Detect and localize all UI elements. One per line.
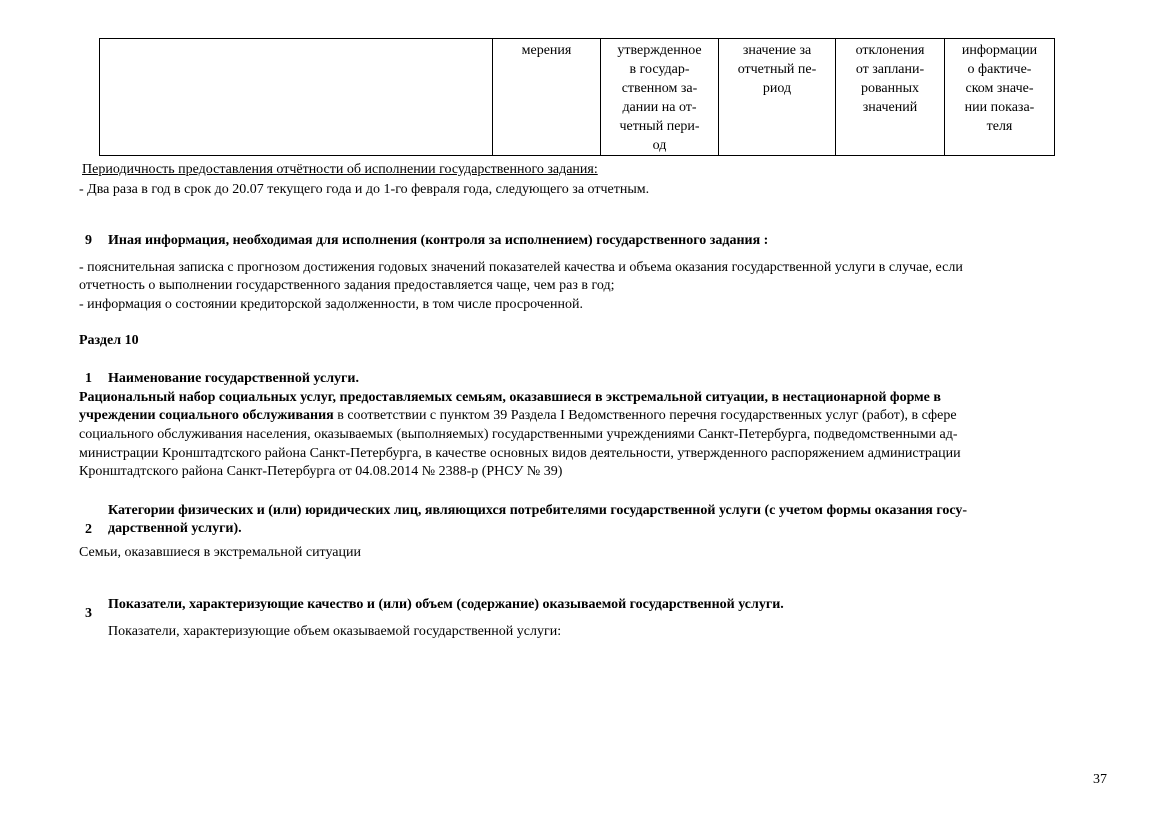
item1-line3: социального обслуживания населения, оказываемых (выполняемых) государственными учреждениями Санкт-Петербурга, подведомственными ад- xyxy=(79,427,958,442)
table-header-cell-deviation xyxy=(836,39,945,156)
table-header xyxy=(99,38,1055,156)
item1-title: Наименование государственной услуги. xyxy=(108,371,359,386)
item3-text: Показатели, характеризующие объем оказываемой государственной услуги: xyxy=(108,624,562,639)
item1-line2 xyxy=(79,407,957,425)
item1-line2-rest: в соответствии с пунктом 39 Раздела I Ведомственного перечня государственных услуг (работ), в сфере xyxy=(333,408,957,423)
item1-line4: министрации Кронштадтского района Санкт-Петербурга, в качестве основных видов деятельности, утвержденного распоряжением администрации xyxy=(79,446,961,461)
table-header-line: теля xyxy=(986,119,1013,134)
table-header-line: утвержденное xyxy=(617,43,702,58)
page-number: 37 xyxy=(1093,772,1107,787)
section9-line3: - информация о состоянии кредиторской задолженности, в том числе просроченной. xyxy=(79,297,583,312)
table-header-line: от заплани- xyxy=(855,62,925,77)
cell-info-text xyxy=(947,41,1052,136)
table-header-line: отклонения xyxy=(855,43,925,58)
razdel-title: Раздел 10 xyxy=(79,333,139,348)
table-header-line: отчетный пе- xyxy=(737,62,817,77)
table-header-line: ственном за- xyxy=(621,81,698,96)
cell-approved-text xyxy=(603,41,716,155)
cell-deviation-text xyxy=(838,41,942,117)
section9-line1: - пояснительная записка с прогнозом достижения годовых значений показателей качества и объема оказания государственной услуги в случае, если xyxy=(79,260,963,275)
item1-line5: Кронштадтского района Санкт-Петербурга от 04.08.2014 № 2388-р (РНСУ № 39) xyxy=(79,464,563,479)
table-header-row xyxy=(100,39,1055,156)
table-header-cell-info xyxy=(945,39,1055,156)
table-header-line: дании на от- xyxy=(622,100,697,115)
table-header-line: информации xyxy=(961,43,1038,58)
item3-number: 3 xyxy=(85,606,92,621)
item2-title-line2: дарственной услуги). xyxy=(108,521,242,536)
item1-line1: Рациональный набор социальных услуг, предоставляемых семьям, оказавшиеся в экстремальной ситуации, в нестационарной форме в xyxy=(79,390,941,405)
table-header-cell-actual xyxy=(719,39,836,156)
item1-number: 1 xyxy=(85,371,92,386)
table-header-line: риод xyxy=(762,81,792,96)
cell-actual-text xyxy=(721,41,833,98)
table-header-line: четный пери- xyxy=(619,119,700,134)
table-header-line: в государ- xyxy=(629,62,690,77)
table-header-line: о фактиче- xyxy=(967,62,1032,77)
table-header-cell-approved xyxy=(601,39,719,156)
item3-title: Показатели, характеризующие качество и (или) объем (содержание) оказываемой государственной услуги. xyxy=(108,597,784,612)
table-header-line: значение за xyxy=(742,43,812,58)
section9-title: Иная информация, необходимая для исполнения (контроля за исполнением) государственного задания : xyxy=(108,233,769,248)
table-header-line: ском значе- xyxy=(965,81,1034,96)
table-header-line: рованных xyxy=(860,81,920,96)
table-header-line: од xyxy=(652,138,667,153)
section9-line2: отчетность о выполнении государственного задания предоставляется чаще, чем раз в год; xyxy=(79,278,615,293)
table-header-line: нии показа- xyxy=(964,100,1035,115)
item1-line2-bold: учреждении социального обслуживания xyxy=(79,408,334,423)
periodicity-text: - Два раза в год в срок до 20.07 текущего года и до 1-го февраля года, следующего за отчетным. xyxy=(79,182,650,197)
periodicity-title: Периодичность предоставления отчётности об исполнении государственного задания: xyxy=(82,162,598,177)
table-header-cell-unit: мерения xyxy=(493,39,601,156)
item2-number: 2 xyxy=(85,522,92,537)
item2-text: Семьи, оказавшиеся в экстремальной ситуации xyxy=(79,545,361,560)
section9-number: 9 xyxy=(85,233,92,248)
table-header-line: значений xyxy=(862,100,918,115)
item2-title-line1: Категории физических и (или) юридических лиц, являющихся потребителями государственной услуги (с учетом формы оказания госу- xyxy=(108,503,968,518)
table-header-cell-empty xyxy=(100,39,493,156)
